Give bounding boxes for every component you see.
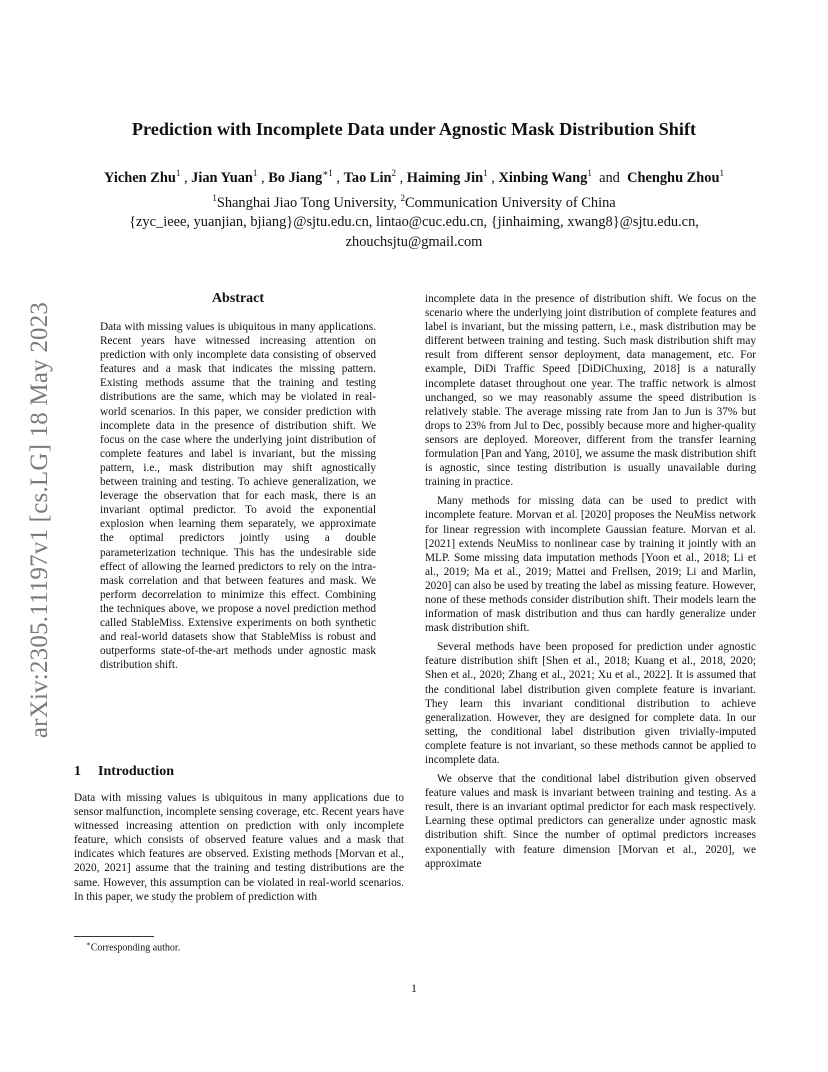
author-affil-mark: ∗1 [322, 168, 333, 178]
author-emails [80, 212, 748, 252]
author-affil-mark: 2 [391, 168, 396, 178]
affiliation-sjtu: Shanghai Jiao Tong University, [216, 194, 397, 211]
intro-left-column-text: Data with missing values is ubiquitous in many applications due to sensor malfunction, incomplete sensing coverage, etc. Recent years have witnessed increasing attention on prediction with only incomplete feature, which consists of observed feature values and a mask that indicates which features are observed. Existing methods [Morvan et al., 2020, 2021] assume that the training and testing distributions are the same. However, this assumption can be violated in real-world scenarios. In this paper, we study the problem of prediction with [74, 792, 404, 903]
footnote-divider [74, 936, 154, 937]
author-name: Haiming Jin [406, 169, 484, 186]
author-name: Bo Jiang [268, 169, 323, 186]
author-affil-mark: 1 [252, 168, 258, 178]
intro-paragraph: We observe that the conditional label distribution given observed feature values and mask is invariant between training and testing. As a result, there is an invariant optimal predictor for each mask respectively. Learning these optimal predictors can generalize under agnostic mask distribution shift. Since the number of optimal predictors increases exponentially with feature dimension [Morvan et al., 2020], we approximate [425, 773, 756, 870]
intro-paragraph: Many methods for missing data can be used to predict with incomplete feature. Morvan et al. [2020] proposes the NeuMiss network for linear regression with incomplete Gaussian feature. Morvan et al. [2021] extends NeuMiss to nonlinear case by training it jointly with an MLP. Some missing data imputation methods [Yoon et al., 2018; Li et al., 2019; Ma et al., 2019; Mattei and Frellsen, 2019; Li and Marlin, 2020] can also be used by treating the label as missing feature. However, none of these methods consider distribution shift. Their models learn the information of mask distribution and thus can hardly generalize under mask distribution shift. [425, 495, 756, 635]
page-number: 1 [411, 981, 417, 995]
abstract-heading: Abstract [211, 291, 265, 306]
author-name: Chenghu Zhou [627, 169, 720, 186]
footnote-text: Corresponding author. [90, 942, 181, 954]
affiliation-cuc: Communication University of China [405, 194, 616, 211]
intro-paragraph: incomplete data in the presence of distribution shift. We focus on the scenario where the underlying joint distribution of complete features and label is invariant, but the missing pattern, i.e., mask distribution may be different between training and testing. Such mask distribution shift may result from different sensor deployment, data management, etc. For example, DiDi Traffic Speed [DiDiChuxing, 2018] is a naturally incomplete dataset throughout one year. The traffic network is almost unchanged, so we may reasonably assume the speed distribution is relatively stable. The average missing rate from Jan to Jun is 37% but drops to 23% from Jul to Dec, possibly because more and higher-quality sensors are deployed. Moreover, different from the transfer learning formulation [Pan and Yang, 2010], we assume the mask distribution shift is agnostic, since testing distribution is usually unavailable during training in practice. [425, 293, 756, 489]
author-name: Tao Lin [343, 169, 392, 186]
author-affil-mark: 1 [175, 168, 181, 178]
author-affil-mark: 1 [587, 168, 592, 178]
email-line: {zyc_ieee, yuanjian, bjiang}@sjtu.edu.cn, lintao@cuc.edu.cn, {jinhaiming, xwang8}@sjtu.edu.cn, [129, 214, 699, 230]
author-list: Yichen Zhu$^1$ , Jian Yuan$^1$ , Bo Jiang$^{∗1}$ , Tao Lin$^2$ , Haiming Jin$^1$ , Xinbing Wang$^1$ and Chenghu Zhou$^1$ [104, 168, 724, 186]
arxiv-identifier-stamp [20, 280, 60, 760]
footnote [86, 940, 180, 953]
footnote-mark: ∗ [86, 940, 91, 948]
affiliations [60, 188, 768, 213]
section-number: 1 [74, 764, 81, 779]
and-word: and [599, 169, 620, 186]
author-affil-mark: 1 [483, 168, 488, 178]
section-heading-introduction [74, 764, 404, 780]
arxiv-id-text: arXiv:2305.11197v1 [cs.LG] 18 May 2023 [26, 301, 53, 739]
paper-title: Prediction with Incomplete Data under Agnostic Mask Distribution Shift [131, 119, 697, 139]
author-name: Jian Yuan [191, 169, 253, 186]
right-column [425, 292, 756, 876]
author-name: Xinbing Wang [498, 169, 588, 186]
affil-mark: 2 [400, 193, 406, 203]
section-title: Introduction [98, 764, 174, 779]
affil-mark: 1 [212, 193, 217, 203]
abstract-text: Data with missing values is ubiquitous in many applications. Recent years have witnessed increasing attention on prediction with only incomplete data consisting of observed features and a mask that indicates the missing pattern. Existing methods assume that the training and testing distributions are the same, which may be violated in real-world scenarios. In this paper, we consider prediction with incomplete data in the presence of distribution shift. We focus on the case where the underlying joint distribution of complete features and label is invariant, but the missing pattern, i.e., mask distribution may shift agnostically between training and testing. To achieve generalization, we leverage the observation that for each mask, there is an invariant optimal predictor. To avoid the exponential explosion when learning them separately, we approximate the optimal predictors jointly using a double parameterization technique. This has the undesirable side effect of allowing the learned predictors to rely on the intra-mask correlation and that between features and mask. We perform decorrelation to minimize this effect. Combining the techniques above, we propose a novel prediction method called StableMiss. Extensive experiments on both synthetic and real-world datasets show that StableMiss is robust and outperforms state-of-the-art methods under agnostic mask distribution shift. [100, 321, 376, 672]
author-affil-mark: 1 [719, 168, 724, 178]
email-line: zhouchsjtu@gmail.com [345, 234, 483, 250]
intro-paragraph: Several methods have been proposed for prediction under agnostic feature distribution shift [Shen et al., 2018; Kuang et al., 2018, 2020; Shen et al., 2020; Zhang et al., 2021; Xu et al., 2022]. It is assumed that the conditional label distribution given complete feature is invariant. They learn this invariant conditional distribution to achieve generalization. However, they are designed for complete data. In our setting, the conditional label distribution given trivially-imputed complete feature is not invariant, so these methods cannot be applied to incomplete data. [425, 641, 756, 766]
author-name: Yichen Zhu [104, 169, 176, 186]
